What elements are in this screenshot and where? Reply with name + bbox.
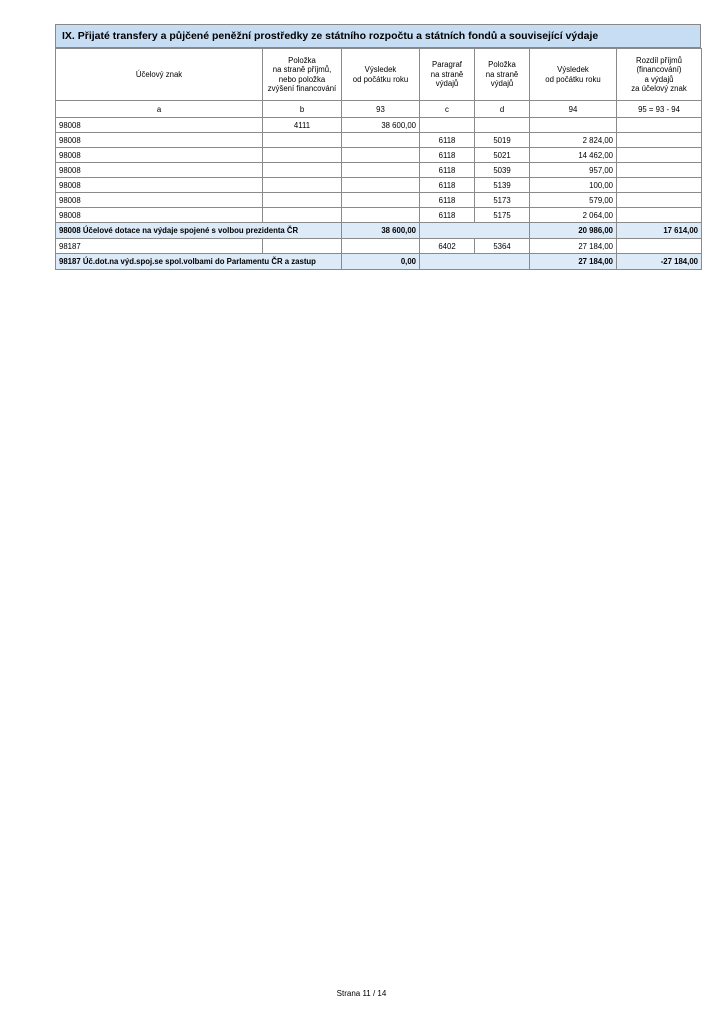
sum-expense-result: 20 986,00 [530,223,617,239]
table-row [56,133,702,148]
column-header-polozka-vydaje: Položka na straně výdajů [475,49,530,101]
table-row [56,148,702,163]
column-header-ucelovy-znak: Účelový znak [56,49,263,101]
cell-polozka-prijmy: 4111 [263,118,342,133]
cell-ucelovy-znak: 98008 [56,208,263,223]
cell-rozdil [617,239,702,254]
cell-paragraf: 6118 [420,148,475,163]
column-letters-row [56,101,702,118]
cell-polozka-prijmy [263,133,342,148]
cell-vysledek-prijmy [342,133,420,148]
cell-polozka-vydaje: 5019 [475,133,530,148]
table-row [56,163,702,178]
cell-ucelovy-znak: 98008 [56,163,263,178]
page-number: Strana 11 / 14 [336,989,387,998]
cell-rozdil [617,193,702,208]
cell-vysledek-vydaje: 100,00 [530,178,617,193]
cell-vysledek-vydaje: 2 824,00 [530,133,617,148]
column-letter: 93 [342,101,420,118]
cell-vysledek-vydaje: 2 064,00 [530,208,617,223]
cell-ucelovy-znak: 98008 [56,133,263,148]
column-header-paragraf: Paragraf na straně výdajů [420,49,475,101]
column-letter: c [420,101,475,118]
cell-polozka-prijmy [263,148,342,163]
cell-vysledek-vydaje [530,118,617,133]
cell-rozdil [617,118,702,133]
cell-vysledek-prijmy [342,208,420,223]
cell-polozka-vydaje: 5039 [475,163,530,178]
cell-rozdil [617,148,702,163]
cell-polozka-vydaje [475,118,530,133]
column-letter: 94 [530,101,617,118]
table-row [56,239,702,254]
cell-vysledek-prijmy [342,239,420,254]
cell-vysledek-vydaje: 957,00 [530,163,617,178]
cell-ucelovy-znak: 98008 [56,193,263,208]
cell-polozka-vydaje: 5173 [475,193,530,208]
sum-difference: 17 614,00 [617,223,702,239]
table-row [56,208,702,223]
column-letter: a [56,101,263,118]
cell-paragraf: 6118 [420,193,475,208]
cell-rozdil [617,178,702,193]
cell-vysledek-prijmy [342,178,420,193]
cell-vysledek-vydaje: 14 462,00 [530,148,617,163]
column-letter: d [475,101,530,118]
sum-row [56,254,702,270]
cell-polozka-prijmy [263,178,342,193]
column-letter: 95 = 93 - 94 [617,101,702,118]
header-row [56,49,702,101]
cell-rozdil [617,163,702,178]
column-header-vysledek-vydaje: Výsledek od počátku roku [530,49,617,101]
sum-difference: -27 184,00 [617,254,702,270]
table-row [56,118,702,133]
cell-rozdil [617,133,702,148]
cell-polozka-vydaje: 5364 [475,239,530,254]
section-title: IX. Přijaté transfery a půjčené peněžní prostředky ze státního rozpočtu a státních fondů a související výdaje [55,24,701,48]
sum-row [56,223,702,239]
sum-empty-cell [420,223,530,239]
cell-paragraf: 6118 [420,208,475,223]
cell-vysledek-prijmy [342,193,420,208]
cell-polozka-vydaje: 5139 [475,178,530,193]
sum-empty-cell [420,254,530,270]
sum-revenue-result: 0,00 [342,254,420,270]
cell-ucelovy-znak: 98008 [56,148,263,163]
column-header-vysledek-prijmy: Výsledek od počátku roku [342,49,420,101]
column-letter: b [263,101,342,118]
cell-ucelovy-znak: 98008 [56,178,263,193]
table-row [56,178,702,193]
cell-polozka-vydaje: 5021 [475,148,530,163]
cell-polozka-prijmy [263,193,342,208]
sum-label: 98008 Účelové dotace na výdaje spojené s volbou prezidenta ČR [56,223,342,239]
cell-paragraf: 6118 [420,133,475,148]
cell-polozka-prijmy [263,239,342,254]
cell-vysledek-vydaje: 579,00 [530,193,617,208]
cell-polozka-vydaje: 5175 [475,208,530,223]
sum-expense-result: 27 184,00 [530,254,617,270]
cell-ucelovy-znak: 98187 [56,239,263,254]
cell-paragraf [420,118,475,133]
cell-vysledek-prijmy [342,163,420,178]
transfers-table [55,48,702,270]
cell-polozka-prijmy [263,163,342,178]
column-header-polozka-prijmy: Položka na straně příjmů, nebo položka zvýšení financování [263,49,342,101]
table-row [56,193,702,208]
cell-paragraf: 6402 [420,239,475,254]
cell-ucelovy-znak: 98008 [56,118,263,133]
column-header-rozdil: Rozdíl příjmů (financování) a výdajů za účelový znak [617,49,702,101]
cell-paragraf: 6118 [420,178,475,193]
sum-revenue-result: 38 600,00 [342,223,420,239]
sum-label: 98187 Úč.dot.na výd.spoj.se spol.volbami do Parlamentu ČR a zastup [56,254,342,270]
cell-vysledek-prijmy [342,148,420,163]
cell-vysledek-prijmy: 38 600,00 [342,118,420,133]
cell-vysledek-vydaje: 27 184,00 [530,239,617,254]
cell-paragraf: 6118 [420,163,475,178]
cell-polozka-prijmy [263,208,342,223]
cell-rozdil [617,208,702,223]
